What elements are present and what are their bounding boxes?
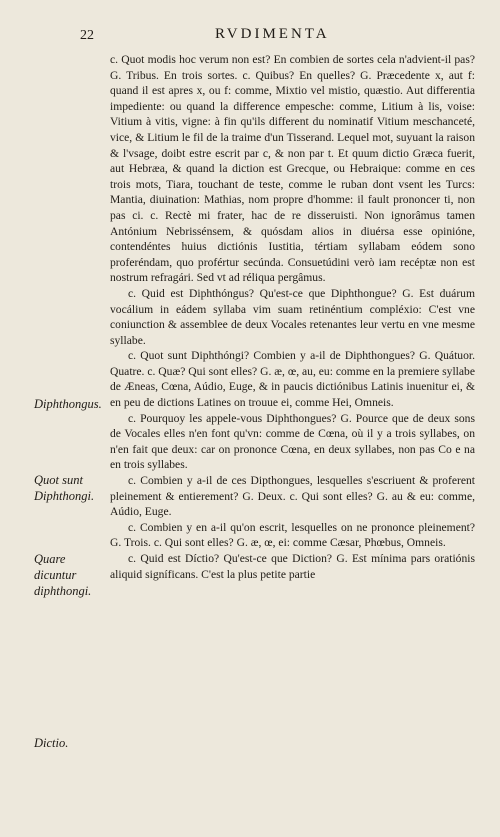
page-number: 22	[80, 28, 94, 43]
running-header	[0, 26, 500, 48]
paragraph: c. Combien y en a-il qu'on escrit, lesquelles on ne prononce pleinement? G. Trois. c. Qui sont elles? G. æ, œ, ei: comme Cæsar, Phœbus, Omneis.	[110, 520, 475, 550]
running-title: RVDIMENTA	[215, 26, 330, 42]
paragraph: c. Quot modis hoc verum non est? En combien de sortes cela n'advient-il pas? G. Tribus. En trois sortes. c. Quibus? En quelles? G. Præcedente x, aut f: quand il est apres x, ou f: comme, Mixtio vel mistio, quæstio. Aut differentia impediente: ou quand la difference empesche: comme, Litium à lis, voise: Vitium à vitis, vigne: à fin qu'ils different du nominatif Vitium meschanceté, vice, & Litium le fil de la traime d'un Tisserand. Lequel mot, suyuant la raison & l'vsage, doibt estre escrit par c, & non par t. Et quum dictio Græca fuerit, aut Hebræa, & quand la diction est Grecque, ou Hebraique: comme en ces trois mots, Tiara, touchant de teste, comme le ruban dont vsent les Turcs: Mantia, diuination: Mathias, nom propre d'homme: il fault prononcer ti, non pas ci. c. Rectè mi frater, hac de re disseruisti. Non ignorâmus tamen Antónium Nebrissénsem, & quósdam alios in diuérsa esse opinióne, contendéntes huius dictiónis Iustitia, tértiam syllabam eódem sono proferéndam, quo profértur secúnda. Consuetúdini verò iam recéptæ non est nostrum refragári. Sed vt ad réliqua pergâmus.	[110, 53, 475, 285]
main-text	[110, 52, 475, 582]
margin-note-dictio: Dictio.	[34, 736, 69, 750]
margin-note-diphthongus: Diphthongus.	[34, 397, 102, 411]
paragraph: c. Quid est Diphthóngus? Qu'est-ce que Diphthongue? G. Est duárum vocálium in eádem syllaba vim suam retinéntium compléxio: C'est vne coniunction & assemblee de deux Vocales retenantes leur vertu en vne mesme syllabe.	[110, 286, 475, 347]
paragraph: c. Quid est Díctio? Qu'est-ce que Diction? G. Est mínima pars oratiónis aliquid signíficans. C'est la plus petite partie	[110, 552, 475, 581]
paragraph: c. Pourquoy les appele-vous Diphthongues? G. Pource que de deux sons de Vocales elles n'en font qu'vn: comme de Cœna, où il y a trois syllabes, on n'en fait que deux: car on prononce Cœna, en deux syllabes, non pas Co e na en trois syllabes.	[110, 411, 475, 472]
margin-note-quare-dicuntur: Quare dicuntur diphthongi.	[34, 552, 92, 598]
margin-note-quot-sunt: Quot sunt Diphthongi.	[34, 473, 95, 503]
paragraph: c. Combien y a-il de ces Dipthongues, lesquelles s'escriuent & proferent pleinement & entierement? G. Deux. c. Qui sont elles? G. au & eu: comme, Aúdio, Euge.	[110, 474, 475, 519]
paragraph: c. Quot sunt Diphthóngi? Combien y a-il de Diphthongues? G. Quátuor. Quatre. c. Quæ? Qui sont elles? G. æ, œ, au, eu: comme en la premiere syllabe de Æneas, Cœna, Aúdio, Euge, & in paucis dictiónibus Latinis inuenitur ei, & en peu de dictions Latines on trouue ei, comme Hei, Omneis.	[110, 349, 475, 410]
